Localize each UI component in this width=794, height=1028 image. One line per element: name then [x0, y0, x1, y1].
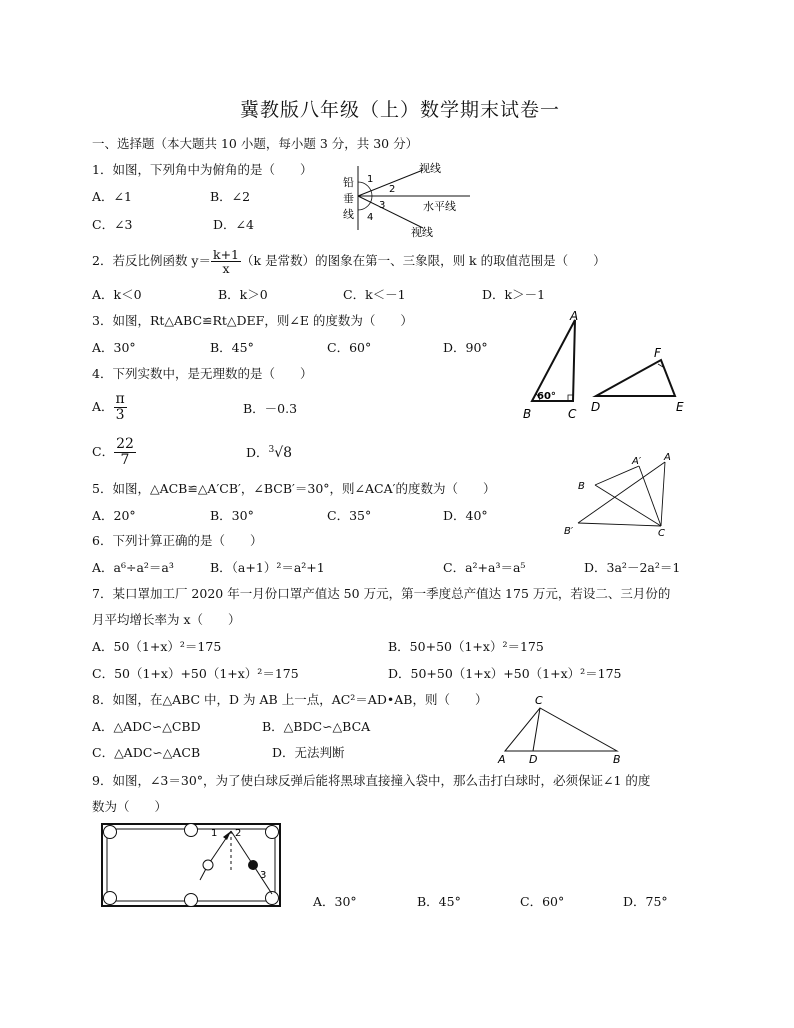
q1-fig-plumb-1: 铅: [343, 176, 354, 189]
q5-fig-label-a-prime: A′: [632, 456, 642, 467]
q4-a-numerator: π: [115, 391, 125, 407]
q7-option-d: D．50+50（1+x）+50（1+x）²＝175: [388, 666, 622, 681]
q8-stem: 8．如图，在△ABC 中，D 为 AB 上一点，AC²＝AD•AB，则（ ）: [92, 692, 488, 707]
q5-option-d: D．40°: [443, 508, 488, 523]
q9-fig-angle-3: 3: [260, 870, 267, 881]
q9-billiard-figure: [100, 822, 282, 908]
q6-option-b: B．（a+1）²＝a²+1: [210, 560, 325, 575]
q3-option-a: A．30°: [92, 340, 136, 355]
q3-option-d: D．90°: [443, 340, 488, 355]
q1-option-a: A．∠1: [92, 189, 132, 204]
q2-stem: [92, 248, 606, 275]
q3-stem: 3．如图，Rt△ABC≌Rt△DEF，则∠E 的度数为（ ）: [92, 313, 413, 328]
q4-option-a-label: A．: [92, 398, 114, 414]
q8-figure: [495, 690, 630, 766]
q1-fig-angle-4: 4: [367, 212, 374, 223]
q1-fig-sight-top: 视线: [419, 162, 441, 175]
q3-fig-label-d: D: [591, 400, 601, 414]
q9-fig-angle-1: 1: [211, 828, 218, 839]
section-heading: 一、选择题（本大题共 10 小题，每小题 3 分，共 30 分）: [92, 136, 419, 151]
q9-fig-angle-2: 2: [235, 828, 242, 839]
q4-option-a-fraction: [114, 392, 127, 422]
q9-option-d: D．75°: [623, 894, 668, 909]
q5-fig-label-b: B: [578, 481, 585, 492]
q9-option-a: A．30°: [313, 894, 357, 909]
q6-option-c: C．a²+a³＝a⁵: [443, 560, 526, 575]
q4-option-c-label: C．: [92, 443, 115, 459]
q3-fig-angle-60: 60°: [537, 391, 556, 402]
q1-option-c: C．∠3: [92, 217, 133, 232]
q2-option-d: D．k＞－1: [482, 287, 546, 302]
q7-stem-line1: 7．某口罩加工厂 2020 年一月份口罩产值达 50 万元，第一季度总产值达 175 万元，若设二、三月份的: [92, 586, 671, 601]
q6-option-d: D．3a²－2a²＝1: [584, 560, 681, 575]
q4-c-denominator: 7: [120, 451, 130, 468]
q9-stem-line2: 数为（ ）: [92, 799, 168, 814]
q1-stem: 1．如图，下列角中为俯角的是（ ）: [92, 162, 313, 177]
q2-stem-post: （k 是常数）的图象在第一、三象限，则 k 的取值范围是（ ）: [241, 253, 606, 269]
q3-fig-label-b: B: [523, 407, 532, 421]
q2-denominator: x: [222, 261, 230, 277]
q4-option-d: [246, 446, 292, 460]
q4-a-denominator: 3: [115, 406, 125, 423]
q8-option-b: B．△BDC∽△BCA: [262, 719, 371, 734]
q1-fig-plumb-3: 线: [343, 208, 354, 221]
q5-stem: 5．如图，△ACB≌△A′CB′，∠BCB′＝30°，则∠ACA′的度数为（ ）: [92, 481, 496, 496]
q1-fig-angle-1: 1: [367, 174, 374, 185]
q1-option-d: D．∠4: [213, 217, 254, 232]
q1-figure: [335, 158, 495, 240]
q3-fig-label-c: C: [568, 407, 577, 421]
q4-option-a: [92, 392, 127, 422]
q8-option-c: C．△ADC∽△ACB: [92, 745, 201, 760]
q8-option-d: D．无法判断: [272, 745, 345, 760]
q1-fig-horizontal: 水平线: [423, 200, 456, 213]
q7-option-b: B．50+50（1+x）²＝175: [388, 639, 544, 654]
q4-option-c-fraction: [114, 437, 136, 467]
q6-stem: 6．下列计算正确的是（ ）: [92, 533, 263, 548]
q2-option-c: C．k＜－1: [343, 287, 406, 302]
q2-numerator: k+1: [213, 247, 240, 262]
q3-fig-label-f: F: [654, 346, 661, 360]
q4-option-b: B．－0.3: [243, 401, 298, 416]
q1-fig-angle-2: 2: [389, 184, 396, 195]
q8-fig-label-c: C: [535, 694, 543, 707]
q4-stem: 4．下列实数中，是无理数的是（ ）: [92, 366, 313, 381]
q3-figure: [518, 308, 698, 424]
q2-fraction: [211, 248, 241, 275]
q5-fig-label-b-prime: B′: [564, 526, 574, 537]
q6-option-a: A．a⁶÷a²＝a³: [92, 560, 174, 575]
q9-option-b: B．45°: [417, 894, 461, 909]
q5-option-c: C．35°: [327, 508, 372, 523]
q4-option-d-label: D．: [246, 445, 269, 461]
q9-stem-line1: 9．如图，∠3＝30°，为了使白球反弹后能将黑球直接撞入袋中，那么击打白球时，必须保证∠1 的度: [92, 773, 651, 788]
q3-option-c: C．60°: [327, 340, 372, 355]
q2-option-b: B．k＞0: [218, 287, 268, 302]
q4-c-numerator: 22: [116, 436, 134, 452]
q5-option-a: A．20°: [92, 508, 136, 523]
q8-fig-label-b: B: [613, 753, 621, 766]
q4-d-radical: √8: [274, 445, 293, 462]
q1-fig-sight-bottom: 视线: [411, 226, 433, 239]
q8-fig-label-d: D: [529, 753, 538, 766]
q7-option-a: A．50（1+x）²＝175: [92, 639, 222, 654]
q1-fig-angle-3: 3: [379, 200, 386, 211]
q7-stem-line2: 月平均增长率为 x（ ）: [92, 612, 241, 627]
page-title: 冀教版八年级（上）数学期末试卷一: [240, 99, 561, 121]
q7-option-c: C．50（1+x）+50（1+x）²＝175: [92, 666, 299, 681]
q3-option-b: B．45°: [210, 340, 254, 355]
q1-fig-plumb-2: 垂: [343, 192, 354, 205]
q9-option-c: C．60°: [520, 894, 565, 909]
q5-fig-label-a: A: [664, 452, 671, 463]
q2-stem-pre: 2．若反比例函数 y＝: [92, 253, 211, 269]
q4-option-c: [92, 437, 136, 467]
q2-option-a: A．k＜0: [92, 287, 142, 302]
q5-figure: [560, 450, 690, 542]
q3-fig-label-e: E: [676, 400, 684, 414]
q3-fig-label-a: A: [570, 309, 579, 323]
q5-fig-label-c: C: [658, 528, 665, 539]
q4-d-index: 3: [268, 445, 275, 455]
q8-option-a: A．△ADC∽△CBD: [92, 719, 201, 734]
q8-fig-label-a: A: [498, 753, 506, 766]
q1-option-b: B．∠2: [210, 189, 251, 204]
q5-option-b: B．30°: [210, 508, 254, 523]
